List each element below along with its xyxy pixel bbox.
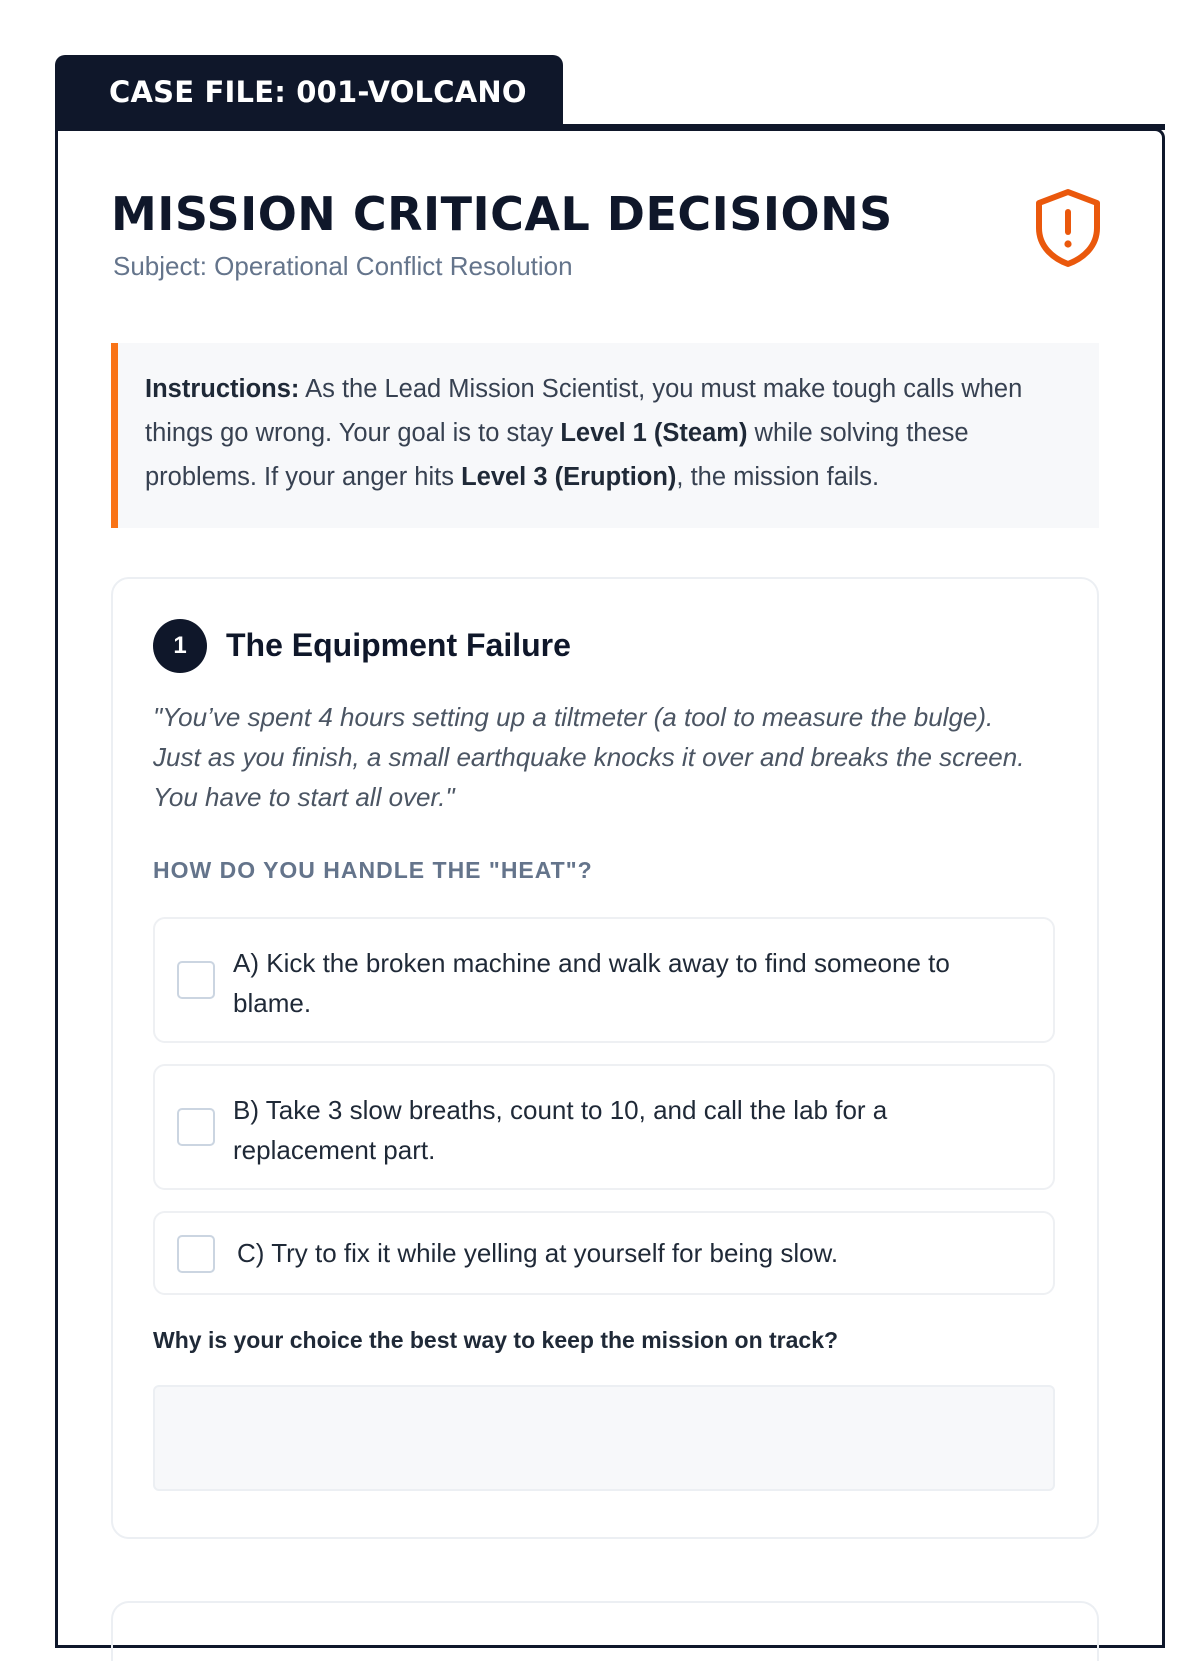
case-file-card [55, 128, 1165, 1648]
answer-textarea[interactable] [153, 1385, 1055, 1491]
option-b-checkbox[interactable] [177, 1108, 215, 1146]
page-subtitle: Subject: Operational Conflict Resolution [113, 251, 573, 281]
instructions-text-2: while solving these problems. If your anger hits [145, 419, 969, 491]
option-a[interactable] [153, 917, 1055, 1043]
instructions-text-1: As the Lead Mission Scientist, you must make tough calls when things go wrong. Your goal is to stay [145, 375, 1023, 447]
option-c[interactable] [153, 1211, 1055, 1295]
question-card-1 [111, 577, 1099, 1539]
question-number-badge: 1 [153, 619, 207, 673]
why-question-label: Why is your choice the best way to keep the mission on track? [153, 1327, 839, 1353]
instructions-level-1: Level 1 (Steam) [560, 419, 748, 447]
page-title: MISSION CRITICAL DECISIONS [111, 187, 893, 241]
instructions-text-3: , the mission fails. [676, 463, 880, 491]
shield-alert-icon [1033, 188, 1103, 268]
instructions-panel [111, 343, 1099, 528]
option-c-checkbox[interactable] [177, 1235, 215, 1273]
instructions-level-3: Level 3 (Eruption) [461, 463, 677, 491]
option-c-label: C) Try to fix it while yelling at yourself for being slow. [237, 1238, 839, 1268]
option-a-label: A) Kick the broken machine and walk away to find someone to blame. [233, 948, 950, 1018]
case-file-label: CASE FILE: 001-VOLCANO [109, 75, 527, 109]
option-a-checkbox[interactable] [177, 961, 215, 999]
instructions-lead: Instructions: [145, 375, 300, 403]
option-b[interactable] [153, 1064, 1055, 1190]
question-title: The Equipment Failure [226, 627, 571, 663]
question-card-2 [111, 1601, 1099, 1661]
scenario-text: "You’ve spent 4 hours setting up a tiltmeter (a tool to measure the bulge). Just as you finish, a small earthquake knocks it over and breaks the screen. You have to start all over." [153, 702, 1025, 812]
case-file-tab [55, 55, 563, 131]
option-b-label: B) Take 3 slow breaths, count to 10, and call the lab for a replacement part. [233, 1095, 888, 1165]
options-prompt: HOW DO YOU HANDLE THE "HEAT"? [153, 857, 593, 883]
